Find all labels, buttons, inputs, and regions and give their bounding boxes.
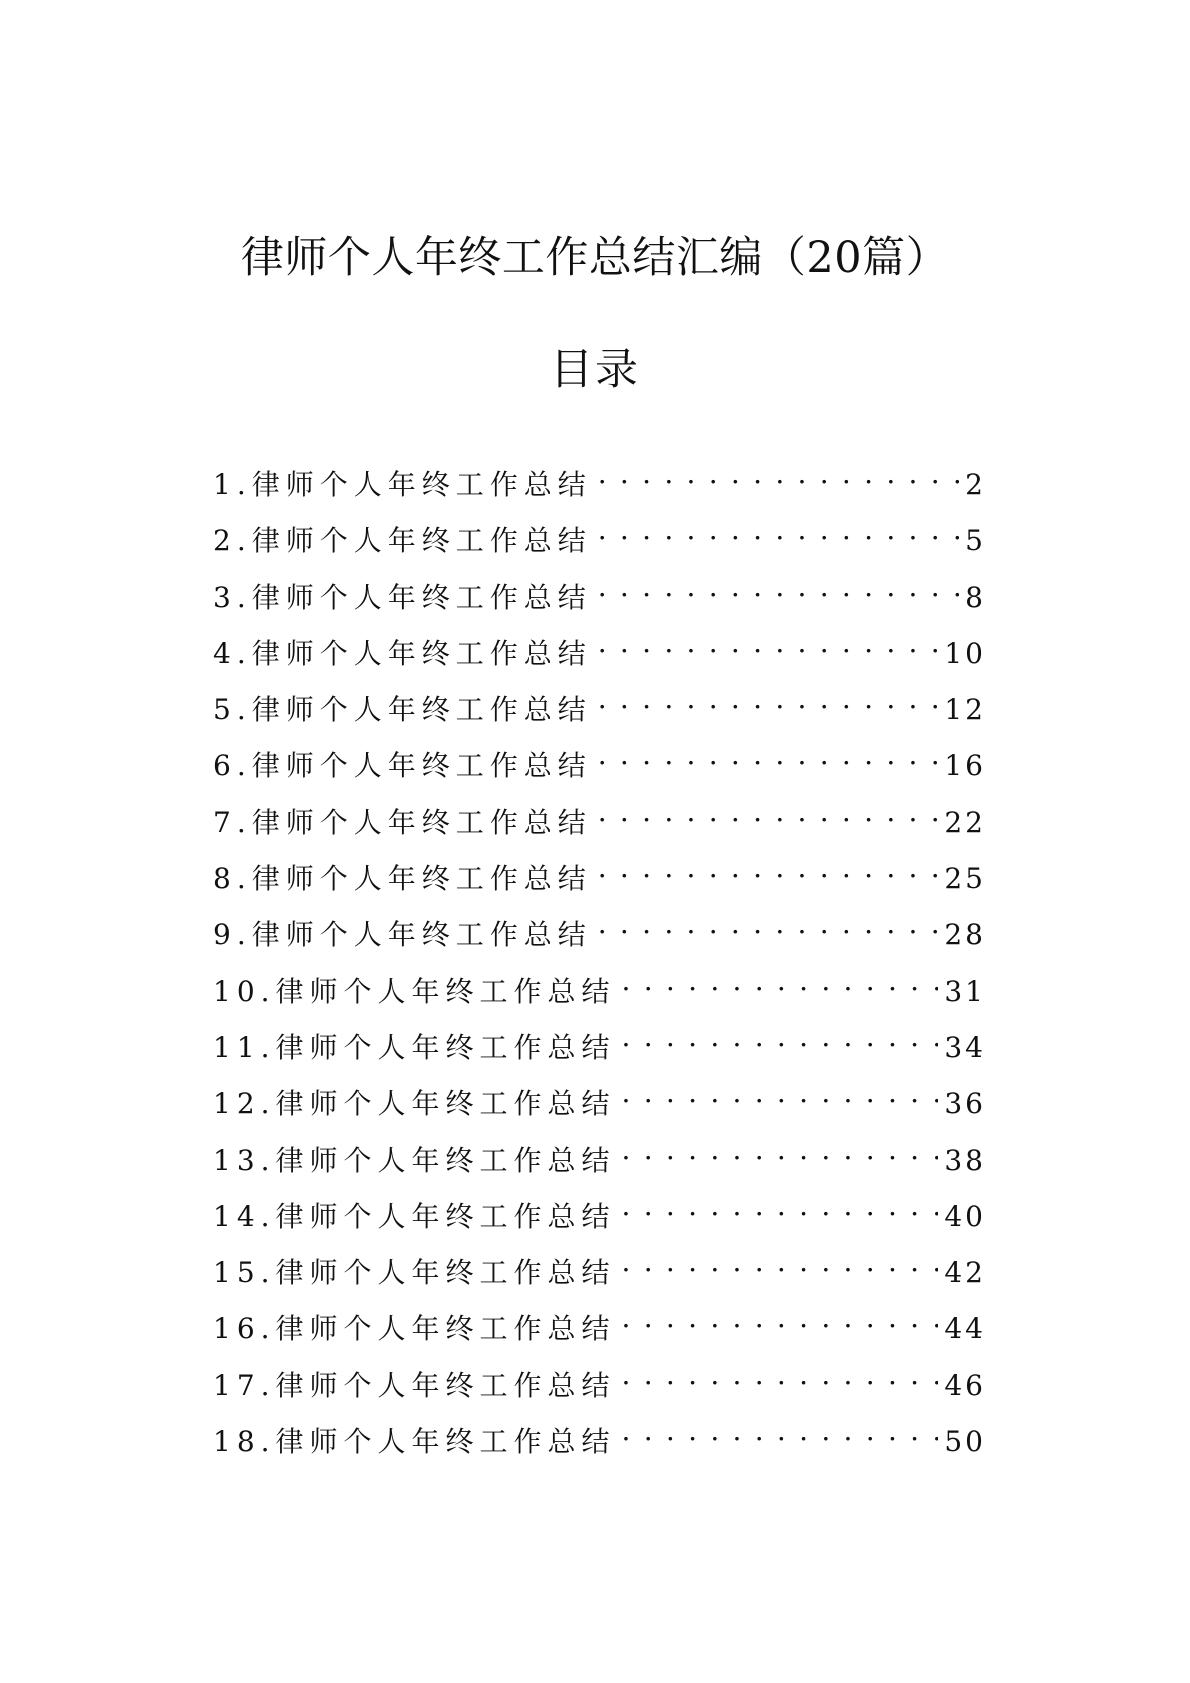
toc-entry[interactable]	[213, 1307, 986, 1363]
toc-entry-label: 6.律师个人年终工作总结	[213, 749, 592, 783]
toc-entry[interactable]	[213, 913, 986, 969]
toc-dot-leader	[596, 747, 939, 775]
toc-entry-page-number: 2	[965, 468, 986, 501]
toc-entry-page-number: 10	[944, 636, 986, 670]
toc-entry-label: 10.律师个人年终工作总结	[213, 974, 616, 1008]
toc-entry-page-number: 22	[944, 805, 986, 839]
toc-entry-page-number: 40	[944, 1199, 986, 1233]
toc-entry[interactable]	[213, 1139, 986, 1195]
toc-entry-page-number: 38	[944, 1143, 986, 1177]
toc-dot-leader	[620, 1423, 939, 1451]
toc-dot-leader	[596, 691, 939, 719]
toc-entry-label: 14.律师个人年终工作总结	[213, 1199, 616, 1233]
toc-entry-page-number: 31	[944, 974, 986, 1008]
toc-entry[interactable]	[213, 576, 986, 632]
toc-entry[interactable]	[213, 1026, 986, 1082]
toc-entry-label: 9.律师个人年终工作总结	[213, 918, 592, 952]
toc-dot-leader	[596, 916, 939, 944]
toc-entry-page-number: 8	[965, 580, 986, 614]
toc-dot-leader	[596, 860, 939, 888]
toc-entry-page-number: 28	[944, 918, 986, 952]
toc-dot-leader	[620, 973, 939, 1001]
toc-dot-leader	[596, 522, 959, 550]
toc-dot-leader	[620, 1367, 939, 1395]
toc-entry[interactable]	[213, 632, 986, 688]
toc-entry-label: 18.律师个人年终工作总结	[213, 1425, 616, 1459]
toc-entry[interactable]	[213, 1082, 986, 1138]
toc-entry-label: 8.律师个人年终工作总结	[213, 862, 592, 896]
toc-dot-leader	[596, 579, 959, 607]
toc-dot-leader	[620, 1142, 939, 1170]
toc-dot-leader	[620, 1085, 939, 1113]
toc-entry-page-number: 12	[944, 693, 986, 727]
toc-entry[interactable]	[213, 1364, 986, 1420]
toc-entry-page-number: 5	[965, 524, 986, 558]
toc-entry-page-number: 46	[944, 1368, 986, 1402]
toc-entry[interactable]	[213, 1195, 986, 1251]
toc-entry-label: 4.律师个人年终工作总结	[213, 636, 592, 670]
toc-entry-page-number: 34	[944, 1030, 986, 1064]
toc-entry-page-number: 36	[944, 1087, 986, 1121]
toc-entry-label: 12.律师个人年终工作总结	[213, 1087, 616, 1121]
toc-dot-leader	[620, 1198, 939, 1226]
toc-entry[interactable]	[213, 744, 986, 800]
toc-entry-label: 13.律师个人年终工作总结	[213, 1143, 616, 1177]
toc-entry[interactable]	[213, 1420, 986, 1476]
table-of-contents	[213, 463, 986, 1476]
toc-entry-label: 11.律师个人年终工作总结	[213, 1030, 616, 1064]
toc-entry-label: 5.律师个人年终工作总结	[213, 693, 592, 727]
toc-heading: 目录	[550, 345, 640, 395]
toc-entry-label: 16.律师个人年终工作总结	[213, 1312, 616, 1346]
toc-entry[interactable]	[213, 970, 986, 1026]
toc-entry-label: 1.律师个人年终工作总结	[213, 468, 592, 501]
toc-entry-page-number: 44	[944, 1312, 986, 1346]
toc-entry[interactable]	[213, 688, 986, 744]
toc-entry[interactable]	[213, 1251, 986, 1307]
toc-entry-label: 15.律师个人年终工作总结	[213, 1256, 616, 1290]
toc-entry-page-number: 42	[944, 1256, 986, 1290]
toc-entry-page-number: 16	[944, 749, 986, 783]
toc-dot-leader	[620, 1029, 939, 1057]
toc-entry[interactable]	[213, 801, 986, 857]
toc-entry-label: 7.律师个人年终工作总结	[213, 805, 592, 839]
toc-entry-label: 2.律师个人年终工作总结	[213, 524, 592, 558]
toc-entry-label: 3.律师个人年终工作总结	[213, 580, 592, 614]
toc-entry[interactable]	[213, 463, 986, 519]
toc-entry-page-number: 50	[944, 1425, 986, 1459]
toc-dot-leader	[596, 466, 959, 494]
toc-dot-leader	[620, 1310, 939, 1338]
document-title: 律师个人年终工作总结汇编（20篇）	[240, 233, 950, 283]
toc-dot-leader	[620, 1254, 939, 1282]
toc-entry[interactable]	[213, 519, 986, 575]
toc-entry-label: 17.律师个人年终工作总结	[213, 1368, 616, 1402]
toc-dot-leader	[596, 804, 939, 832]
toc-entry[interactable]	[213, 857, 986, 913]
toc-entry-page-number: 25	[944, 862, 986, 896]
toc-dot-leader	[596, 635, 939, 663]
